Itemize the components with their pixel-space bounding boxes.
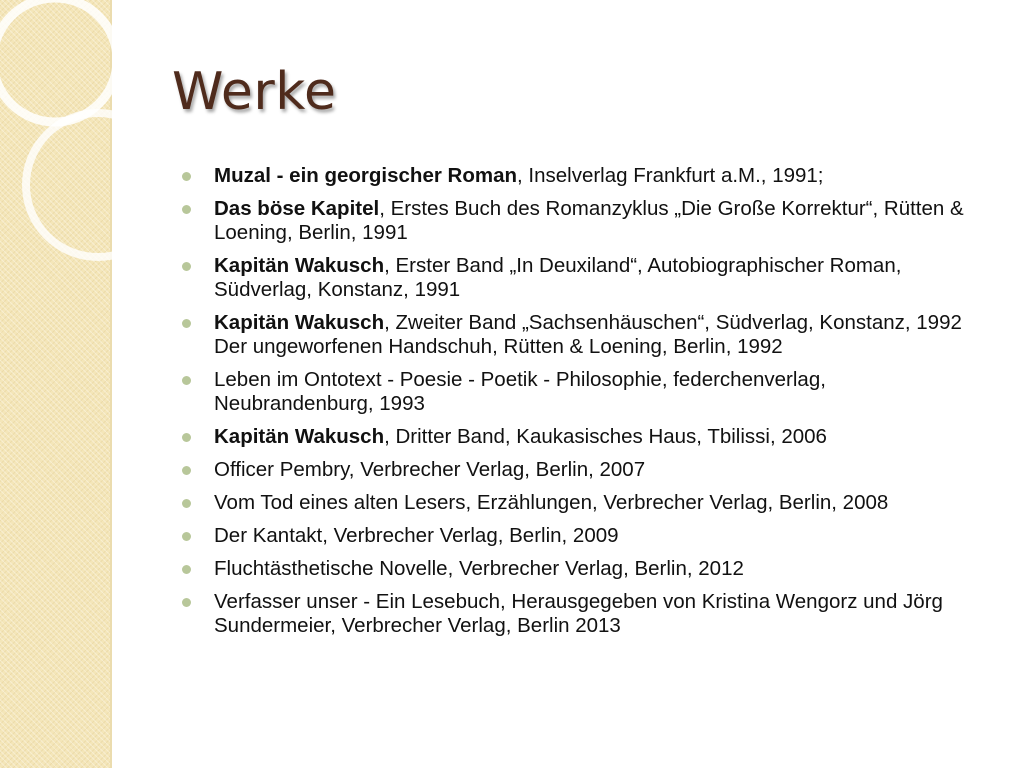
list-item <box>180 524 990 548</box>
list-item <box>180 458 990 482</box>
decorative-side-panel <box>0 0 112 768</box>
works-list <box>180 164 990 647</box>
work-details: , Zweiter Band „Sachsenhäuschen“, Südverlag, Konstanz, 1992 Der ungeworfenen Handschuh, Rütten & Loening, Berlin, 1992 <box>214 311 962 358</box>
work-details: Fluchtästhetische Novelle, Verbrecher Verlag, Berlin, 2012 <box>214 557 744 580</box>
work-title-bold: Kapitän Wakusch <box>214 425 385 448</box>
bullet-icon <box>182 565 191 574</box>
bullet-icon <box>182 205 191 214</box>
bullet-icon <box>182 532 191 541</box>
work-title-bold: Das böse Kapitel <box>214 197 380 220</box>
bullet-icon <box>182 172 191 181</box>
list-item <box>180 590 990 638</box>
work-details: , Inselverlag Frankfurt a.M., 1991; <box>517 164 824 187</box>
bullet-icon <box>182 262 191 271</box>
bullet-icon <box>182 598 191 607</box>
work-title-bold: Kapitän Wakusch <box>214 254 385 277</box>
work-details: Verfasser unser - Ein Lesebuch, Herausgegeben von Kristina Wengorz und Jörg Sundermeier, Verbrecher Verlag, Berlin 2013 <box>214 590 943 637</box>
bullet-icon <box>182 433 191 442</box>
bullet-icon <box>182 319 191 328</box>
slide-title: Werke <box>172 62 337 122</box>
list-item <box>180 254 990 302</box>
work-details: , Erstes Buch des Romanzyklus „Die Große Korrektur“, Rütten & Loening, Berlin, 1991 <box>214 197 964 244</box>
work-title-bold: Muzal - ein georgischer Roman <box>214 164 517 187</box>
work-details: Vom Tod eines alten Lesers, Erzählungen, Verbrecher Verlag, Berlin, 2008 <box>214 491 889 514</box>
bullet-icon <box>182 376 191 385</box>
bullet-icon <box>182 466 191 475</box>
work-details: Officer Pembry, Verbrecher Verlag, Berlin, 2007 <box>214 458 646 481</box>
list-item <box>180 368 990 416</box>
list-item <box>180 557 990 581</box>
list-item <box>180 197 990 245</box>
work-details: Der Kantakt, Verbrecher Verlag, Berlin, 2009 <box>214 524 619 547</box>
work-details: , Erster Band „In Deuxiland“, Autobiographischer Roman, Südverlag, Konstanz, 1991 <box>214 254 902 301</box>
work-details: , Dritter Band, Kaukasisches Haus, Tbilissi, 2006 <box>384 425 827 448</box>
list-item <box>180 491 990 515</box>
list-item <box>180 164 990 188</box>
work-title-bold: Kapitän Wakusch <box>214 311 385 334</box>
work-details: Leben im Ontotext - Poesie - Poetik - Philosophie, federchenverlag, Neubrandenburg, 1993 <box>214 368 826 415</box>
list-item <box>180 311 990 359</box>
bullet-icon <box>182 499 191 508</box>
list-item <box>180 425 990 449</box>
